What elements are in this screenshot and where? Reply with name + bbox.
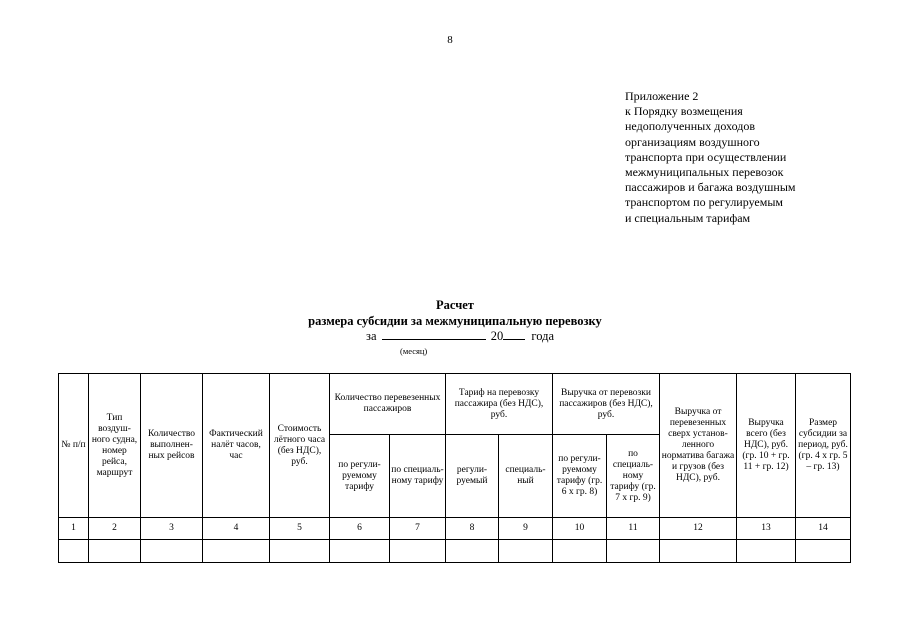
header-cell: специаль-ный	[499, 435, 553, 518]
header-cell: Тип воздуш-ного судна, номер рейса, маршрут	[89, 374, 141, 518]
column-number: 9	[499, 518, 553, 540]
header-cell: Фактический налёт часов, час	[203, 374, 270, 518]
appendix-line: межмуниципальных перевозок	[625, 165, 784, 180]
column-number: 5	[270, 518, 330, 540]
data-cell	[59, 540, 89, 563]
column-number: 12	[660, 518, 737, 540]
appendix-line: и специальным тарифам	[625, 210, 751, 225]
data-cell	[141, 540, 203, 563]
empty-data-row	[59, 540, 851, 563]
data-cell	[796, 540, 851, 563]
column-number: 4	[203, 518, 270, 540]
data-cell	[553, 540, 607, 563]
data-cell	[390, 540, 446, 563]
header-group-cell: Тариф на перевозку пассажира (без НДС), руб.	[446, 374, 553, 435]
header-cell: по специаль-ному тарифу (гр. 7 х гр. 9)	[607, 435, 660, 518]
appendix-line: пассажиров и багажа воздушным	[625, 180, 796, 195]
year-blank	[503, 329, 525, 340]
column-number: 11	[607, 518, 660, 540]
header-cell: по регули-руемому тарифу (гр. 6 х гр. 8)	[553, 435, 607, 518]
data-cell	[446, 540, 499, 563]
header-cell: Выручка от перевезенных сверх установ-ленного норматива багажа и грузов (без НДС), руб.	[660, 374, 737, 518]
column-number: 1	[59, 518, 89, 540]
period-line	[366, 329, 554, 344]
column-number: 8	[446, 518, 499, 540]
column-number: 6	[330, 518, 390, 540]
header-cell: регули-руемый	[446, 435, 499, 518]
column-number: 10	[553, 518, 607, 540]
data-cell	[330, 540, 390, 563]
column-number: 13	[737, 518, 796, 540]
data-cell	[89, 540, 141, 563]
header-cell: Количество выполнен-ных рейсов	[141, 374, 203, 518]
document-title: Расчет	[436, 298, 474, 312]
data-cell	[203, 540, 270, 563]
header-cell: Размер субсидии за период, руб. (гр. 4 х гр. 5 – гр. 13)	[796, 374, 851, 518]
appendix-line: недополученных доходов	[625, 119, 755, 134]
header-group-cell: Количество перевезенных пассажиров	[330, 374, 446, 435]
appendix-line: организациям воздушного	[625, 134, 760, 149]
data-cell	[270, 540, 330, 563]
column-number: 3	[141, 518, 203, 540]
header-cell: по специаль-ному тарифу	[390, 435, 446, 518]
data-cell	[660, 540, 737, 563]
data-cell	[737, 540, 796, 563]
subsidy-calculation-table	[58, 373, 851, 563]
header-cell: Выручка всего (без НДС), руб. (гр. 10 + гр. 11 + гр. 12)	[737, 374, 796, 518]
appendix-line: транспортом по регулируемым	[625, 195, 783, 210]
appendix-line: Приложение 2	[625, 89, 699, 103]
year-suffix: года	[531, 329, 554, 343]
appendix-note	[625, 89, 796, 226]
period-for-label: за	[366, 329, 377, 343]
header-cell: по регули-руемому тарифу	[330, 435, 390, 518]
column-number-row	[59, 518, 851, 540]
header-cell: Стоимость лётного часа (без НДС), руб.	[270, 374, 330, 518]
month-blank	[382, 329, 486, 340]
month-caption: (месяц)	[400, 346, 428, 356]
column-number: 2	[89, 518, 141, 540]
page-number: 8	[447, 34, 453, 46]
appendix-line: транспорта при осуществлении	[625, 149, 787, 164]
header-row	[59, 374, 851, 435]
header-cell: № п/п	[59, 374, 89, 518]
header-group-cell: Выручка от перевозки пассажиров (без НДС), руб.	[553, 374, 660, 435]
year-prefix: 20	[490, 329, 504, 343]
column-number: 14	[796, 518, 851, 540]
appendix-line: к Порядку возмещения	[625, 104, 743, 119]
document-subtitle: размера субсидии за межмуниципальную перевозку	[308, 314, 602, 328]
column-number: 7	[390, 518, 446, 540]
data-cell	[607, 540, 660, 563]
data-cell	[499, 540, 553, 563]
